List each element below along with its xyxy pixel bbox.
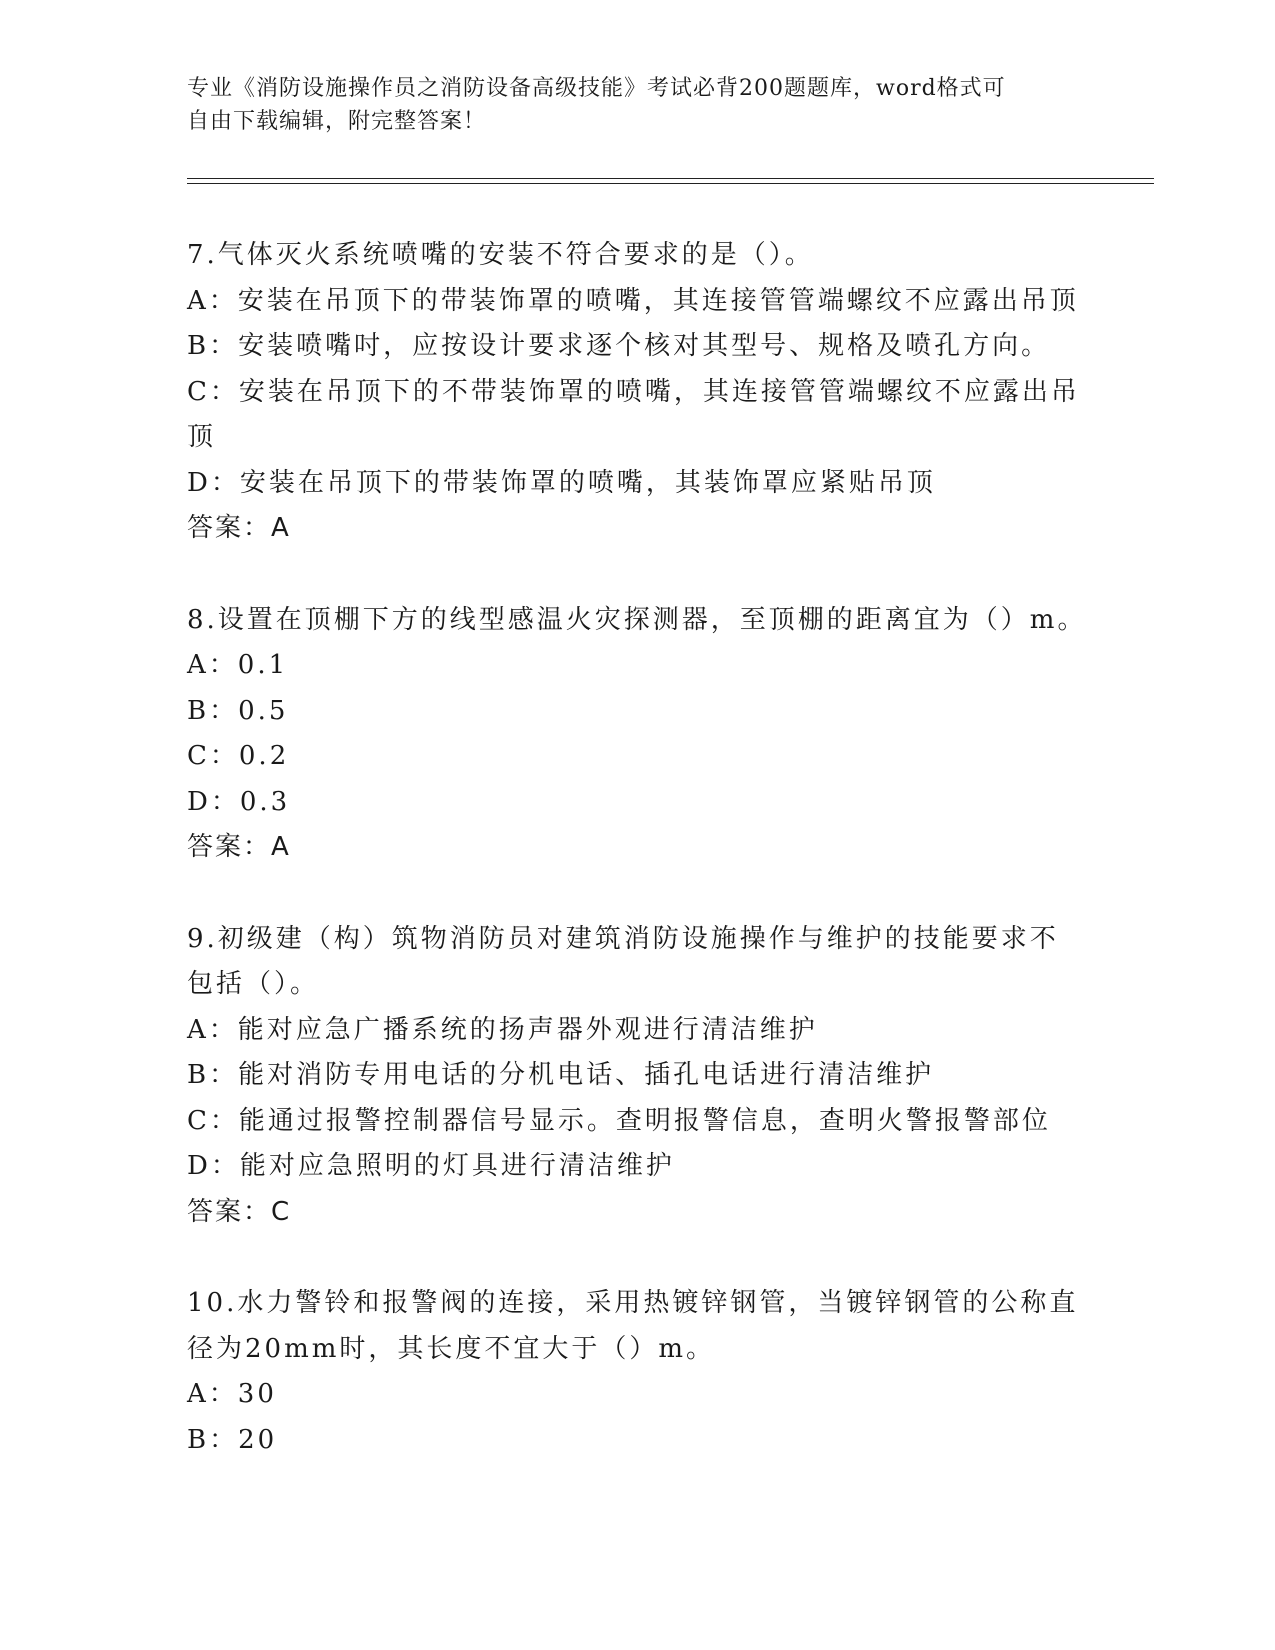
question-stem: 8.设置在顶棚下方的线型感温火灾探测器，至顶棚的距离宜为（）m。 (187, 604, 1087, 635)
header-divider-top (187, 178, 1154, 179)
question-block (187, 917, 1087, 1236)
option-d: D：0.3 (187, 786, 291, 817)
question-stem-continued: 径为20mm时，其长度不宜大于（）m。 (187, 1333, 716, 1364)
option-b: B：能对消防专用电话的分机电话、插孔电话进行清洁维护 (187, 1060, 935, 1090)
document-header (187, 72, 1087, 138)
question-stem: 9.初级建（构）筑物消防员对建筑消防设施操作与维护的技能要求不 (187, 923, 1059, 954)
option-a: A：能对应急广播系统的扬声器外观进行清洁维护 (187, 1014, 818, 1045)
option-b: B：20 (187, 1424, 278, 1455)
question-stem: 10.水力警铃和报警阀的连接，采用热镀锌钢管，当镀锌钢管的公称直 (187, 1288, 1079, 1318)
question-stem: 7.气体灭火系统喷嘴的安装不符合要求的是（）。 (187, 240, 814, 270)
option-d: D：能对应急照明的灯具进行清洁维护 (187, 1151, 675, 1181)
option-b: B：安装喷嘴吋，应按设计要求逐个核对其型号、规格及喷孔方向。 (187, 331, 1051, 361)
question-stem-continued: 包括（）。 (187, 969, 320, 999)
option-a: A：30 (187, 1379, 277, 1409)
header-line-1: 专业《消防设施操作员之消防设备高级技能》考试必背200题题库，word格式可 (187, 76, 1006, 101)
answer-line: 答案：C (187, 1196, 292, 1227)
header-divider-bottom (187, 183, 1154, 184)
option-c: C：0.2 (187, 741, 290, 771)
question-block (187, 1281, 1087, 1463)
answer-line: 答案：A (187, 513, 291, 543)
option-a: A：0.1 (187, 650, 289, 680)
question-block (187, 598, 1087, 871)
answer-line: 答案：A (187, 832, 291, 862)
option-c-continued: 顶 (187, 422, 217, 452)
option-b: B：0.5 (187, 695, 289, 726)
question-block (187, 233, 1087, 552)
question-list (187, 233, 1087, 1509)
option-c: C：能通过报警控制器信号显示。查明报警信息，查明火警报警部位 (187, 1105, 1051, 1136)
header-line-2: 自由下载编辑，附完整答案！ (187, 109, 487, 134)
option-d: D：安装在吊顶下的带装饰罩的喷嘴，其装饰罩应紧贴吊顶 (187, 467, 936, 498)
option-c: C：安装在吊顶下的不带装饰罩的喷嘴，其连接管管端螺纹不应露出吊 (187, 376, 1080, 407)
option-a: A：安装在吊顶下的带装饰罩的喷嘴，其连接管管端螺纹不应露出吊顶 (187, 285, 1079, 316)
